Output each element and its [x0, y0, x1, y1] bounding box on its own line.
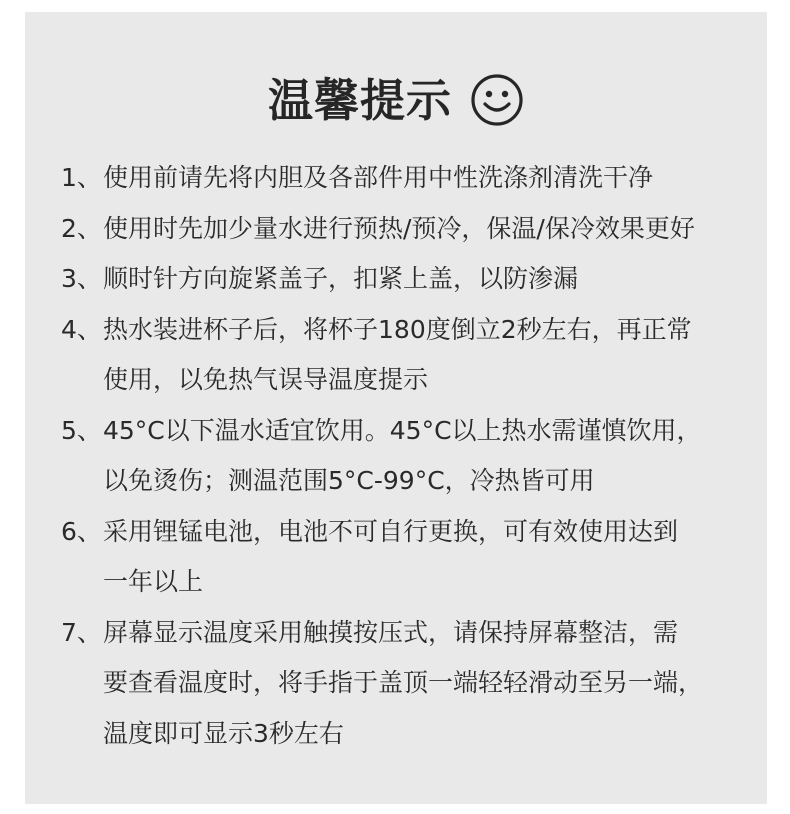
tip-number: 5、	[61, 415, 102, 445]
tip-text	[103, 406, 761, 507]
tip-item	[61, 406, 761, 507]
page-title: 温馨提示	[267, 73, 452, 127]
tip-text-line: 以免烫伤；测温范围5°C-99°C，冷热皆可用	[103, 466, 595, 495]
tips-list	[61, 153, 761, 759]
tips-card	[25, 12, 767, 804]
tip-number: 6、	[61, 516, 102, 546]
tip-text-line: 使用，以免热气误导温度提示	[103, 365, 429, 394]
tip-text-line: 热水装进杯子后，将杯子180度倒立2秒左右，再正常	[103, 314, 692, 344]
tip-text	[103, 305, 761, 406]
tip-text-line: 一年以上	[103, 567, 204, 596]
tip-number: 2、	[61, 213, 102, 243]
tip-text-line: 使用前请先将内胆及各部件用中性洗涤剂清洗干净	[103, 163, 654, 192]
tip-text-line: 45°C以下温水适宜饮用。45°C以上热水需谨慎饮用，	[103, 415, 702, 445]
tip-number: 4、	[61, 314, 102, 344]
tip-text-line: 采用锂锰电池，电池不可自行更换，可有效使用达到	[103, 516, 679, 546]
tip-item	[61, 153, 761, 204]
tip-number: 3、	[61, 264, 102, 293]
tip-text-line: 要查看温度时，将手指于盖顶一端轻轻滑动至另一端，	[103, 668, 704, 697]
tip-item	[61, 305, 761, 406]
tip-item	[61, 608, 761, 760]
tip-text	[103, 608, 761, 760]
tip-text	[103, 507, 761, 608]
tip-text	[103, 153, 761, 204]
title-row	[25, 68, 767, 132]
tip-text-line: 温度即可显示3秒左右	[103, 718, 344, 748]
tip-item	[61, 254, 761, 305]
tip-text-line: 屏幕显示温度采用触摸按压式，请保持屏幕整洁，需	[103, 617, 679, 647]
tip-text-line: 顺时针方向旋紧盖子，扣紧上盖，以防渗漏	[103, 264, 579, 293]
tip-number: 1、	[61, 163, 102, 192]
smiley-face-icon	[470, 73, 524, 127]
tip-item	[61, 204, 761, 255]
tip-text-line: 使用时先加少量水进行预热/预冷，保温/保冷效果更好	[103, 213, 695, 243]
tip-number: 7、	[61, 617, 102, 647]
tip-text	[103, 254, 761, 305]
tip-item	[61, 507, 761, 608]
tip-text	[103, 204, 761, 255]
